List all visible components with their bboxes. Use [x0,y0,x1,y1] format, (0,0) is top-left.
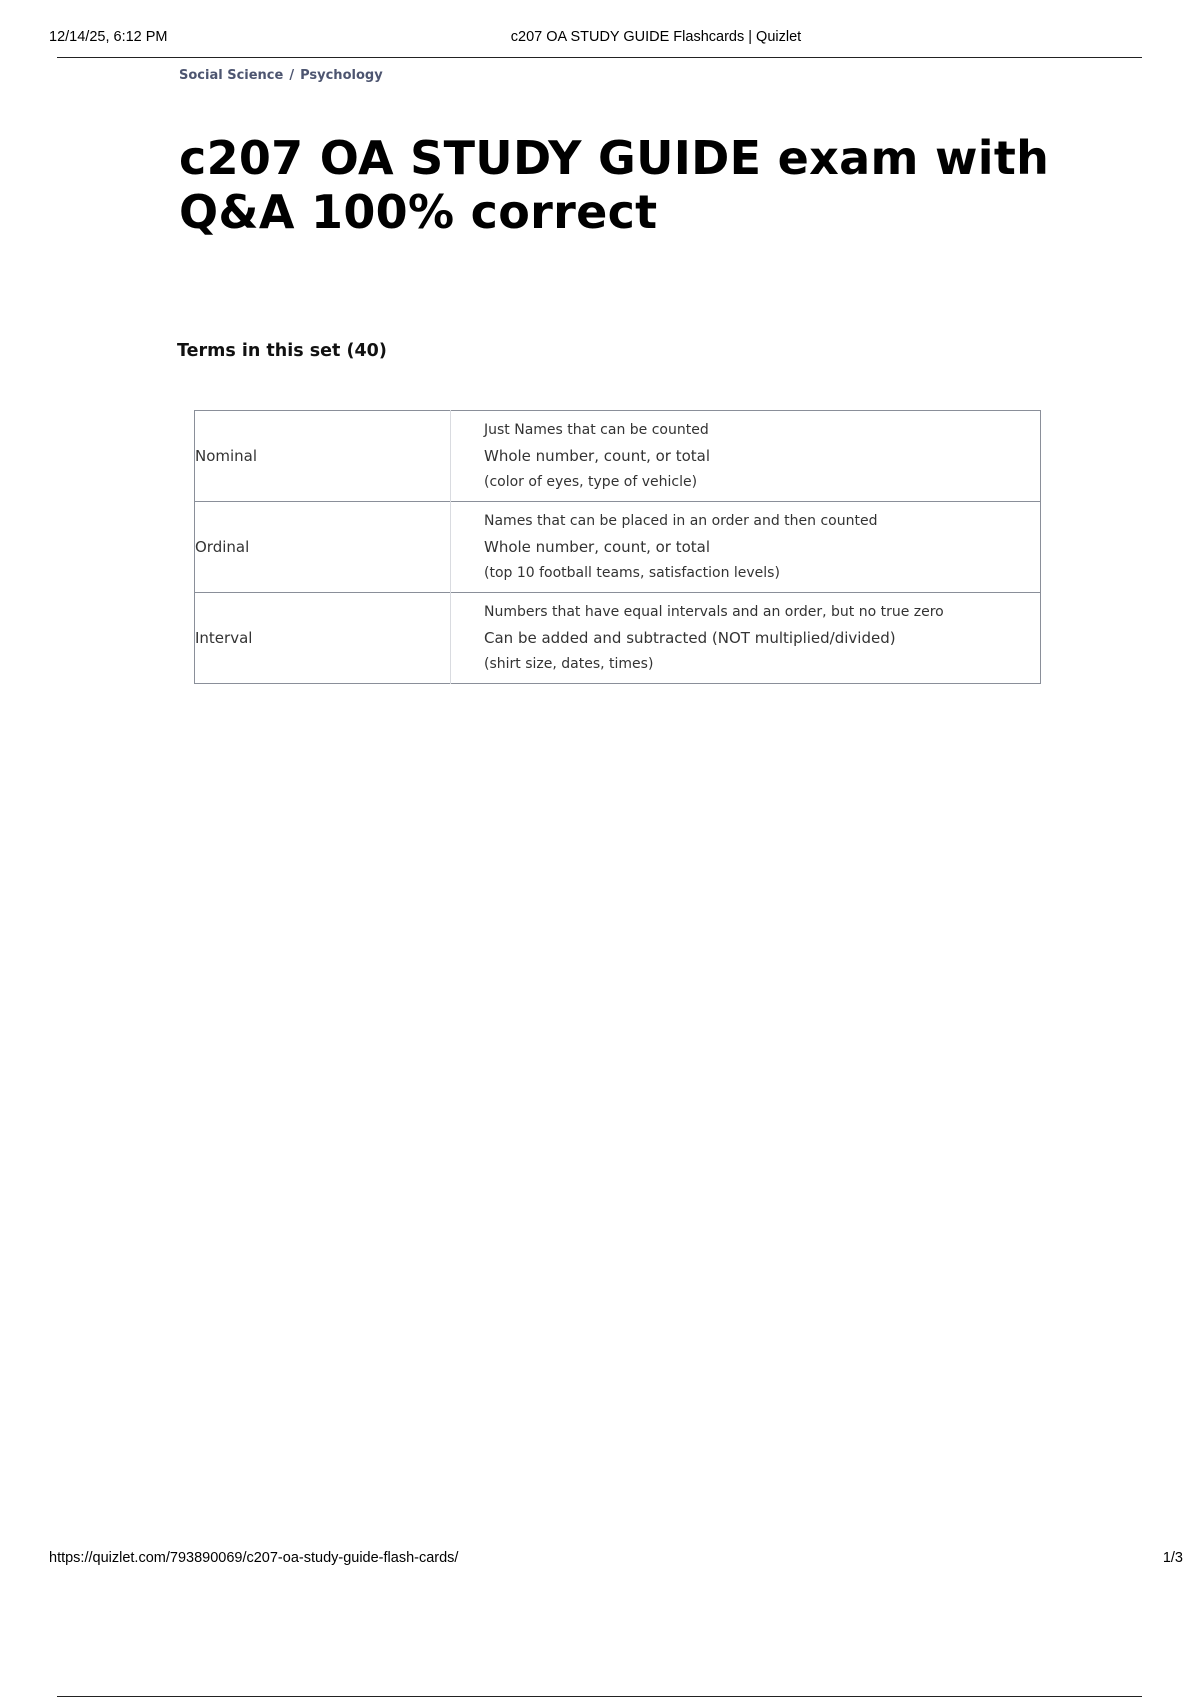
page-number: 1/3 [1162,1550,1183,1566]
term-cell: Nominal [195,411,451,502]
definition-line: Just Names that can be counted [484,422,709,438]
definition-line: Whole number, count, or total [484,447,711,465]
definition-line: Can be added and subtracted (NOT multiplied/divided) [484,629,896,647]
definition-line: Whole number, count, or total [484,538,711,556]
print-header [0,29,1200,49]
definition-line: Numbers that have equal intervals and an order, but no true zero [484,604,944,620]
table-row [195,593,1041,684]
definition-cell [451,502,1041,593]
footer-divider [57,1696,1142,1697]
term-cell: Ordinal [195,502,451,593]
term-cell: Interval [195,593,451,684]
definition-line: (shirt size, dates, times) [484,656,654,672]
page-title: c207 OA STUDY GUIDE exam with Q&A 100% correct [179,131,1050,239]
breadcrumb-separator: / [289,68,295,83]
breadcrumb-psychology[interactable]: Psychology [300,68,383,83]
page-url[interactable]: https://quizlet.com/793890069/c207-oa-study-guide-flash-cards/ [49,1550,459,1566]
terms-heading: Terms in this set (40) [177,341,387,361]
table-row [195,411,1041,502]
header-divider [57,57,1142,58]
definition-cell [451,593,1041,684]
breadcrumb [179,68,383,83]
definition-cell [451,411,1041,502]
print-date: 12/14/25, 6:12 PM [49,29,168,45]
terms-table [194,410,1041,684]
table-row [195,502,1041,593]
print-footer [0,1550,1200,1570]
breadcrumb-social-science[interactable]: Social Science [179,68,284,83]
definition-line: Names that can be placed in an order and then counted [484,513,878,529]
definition-line: (top 10 football teams, satisfaction levels) [484,565,780,581]
print-document-title: c207 OA STUDY GUIDE Flashcards | Quizlet [510,29,802,45]
definition-line: (color of eyes, type of vehicle) [484,474,698,490]
